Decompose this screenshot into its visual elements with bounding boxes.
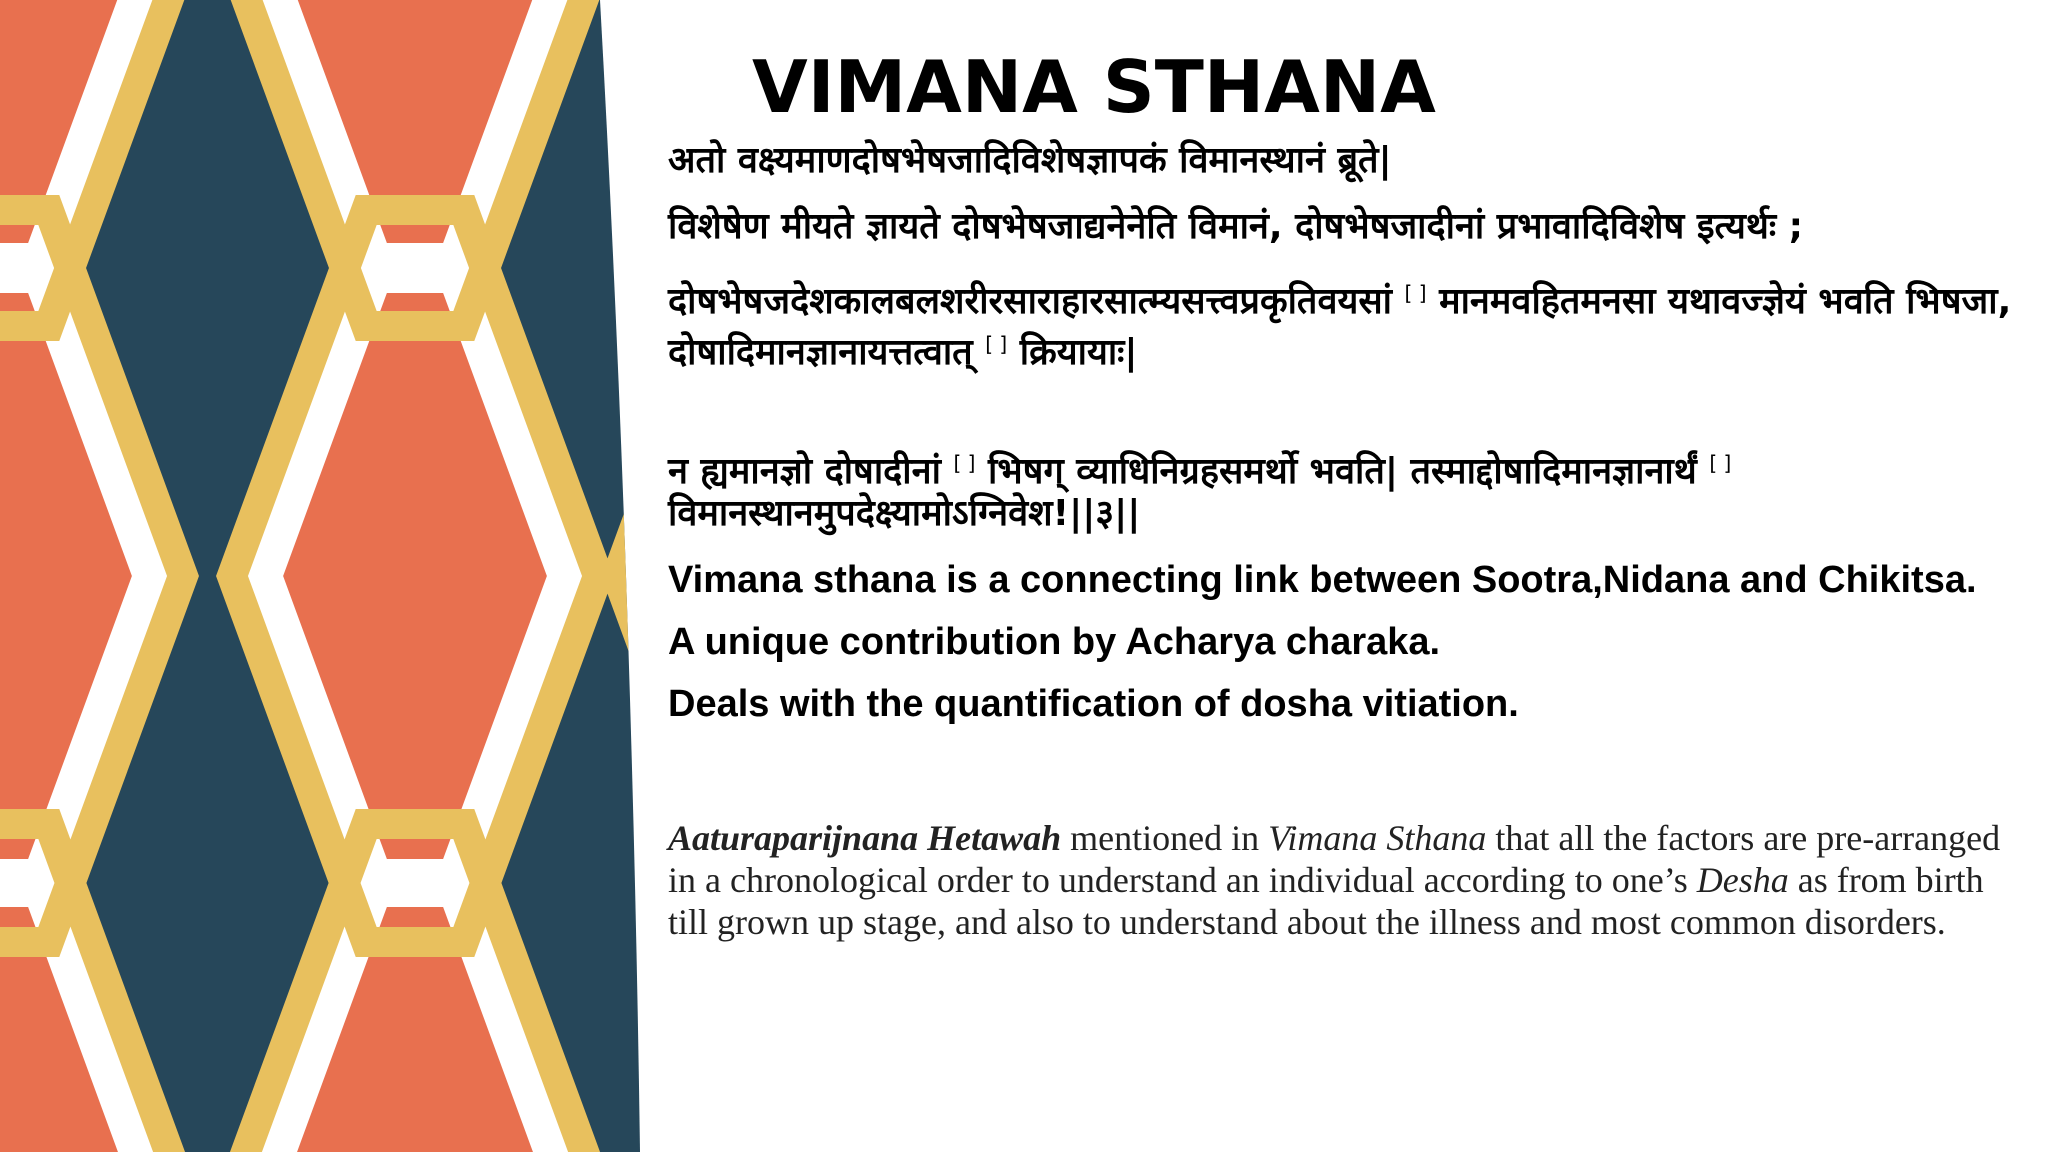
sanskrit-verse-2 <box>668 442 2018 535</box>
verse-2-part-1: न ह्यमानज्ञो दोषादीनां <box>668 451 941 492</box>
slide-title: VIMANA STHANA <box>752 45 1436 129</box>
reference-marker: [ ] <box>1709 451 1732 475</box>
sanskrit-line-1: अतो वक्ष्यमाणदोषभेषजादिविशेषज्ञापकं विमानस्थानं ब्रूते| <box>668 140 1392 181</box>
english-point-2: A unique contribution by Acharya charaka. <box>668 621 1441 663</box>
reference-marker: [ ] <box>985 332 1008 356</box>
english-point-1: Vimana sthana is a connecting link between Sootra,Nidana and Chikitsa. <box>668 559 1977 601</box>
verse-2-part-3: विमानस्थानमुपदेक्ष्यामोऽग्निवेश!||३|| <box>668 493 1141 534</box>
reference-marker: [ ] <box>953 451 976 475</box>
term-desha: Desha <box>1696 860 1789 900</box>
term-vimana-sthana: Vimana Sthana <box>1268 818 1487 858</box>
reference-marker: [ ] <box>1404 281 1427 305</box>
sanskrit-line-2: विशेषेण मीयते ज्ञायते दोषभेषजाद्यनेनेति विमानं, दोषभेषजादीनां प्रभावादिविशेष इत्यर्थः ; <box>668 206 1804 247</box>
term-aaturaparijnana: Aaturaparijnana Hetawah <box>668 818 1062 858</box>
paragraph-text-1: mentioned in <box>1061 818 1269 858</box>
verse-1-part-3: क्रियायाः| <box>1019 332 1138 373</box>
body-paragraph <box>668 817 2018 943</box>
paragraph-text-2: that all the factors are pre-arranged in a chronological order to understand an individual according to one’s <box>668 818 2001 900</box>
verse-2-part-2: भिषग् व्याधिनिग्रहसमर्थो भवति| तस्माद्दोषादिमानज्ञानार्थं <box>988 451 1697 492</box>
sanskrit-verse-1 <box>668 272 2018 374</box>
paragraph-text-3: as from birth till grown up stage, and also to understand about the illness and most common disorders. <box>668 860 1984 942</box>
decorative-pattern <box>0 0 640 1152</box>
content-area <box>668 140 2018 943</box>
verse-1-part-1: दोषभेषजदेशकालबलशरीरसाराहारसात्म्यसत्त्वप्रकृतिवयसां <box>668 281 1392 322</box>
verse-1-part-2: मानमवहितमनसा यथावज्ज्ञेयं भवति भिषजा, दोषादिमानज्ञानायत्तत्वात् <box>668 281 2012 373</box>
english-point-3: Deals with the quantification of dosha vitiation. <box>668 683 1519 725</box>
